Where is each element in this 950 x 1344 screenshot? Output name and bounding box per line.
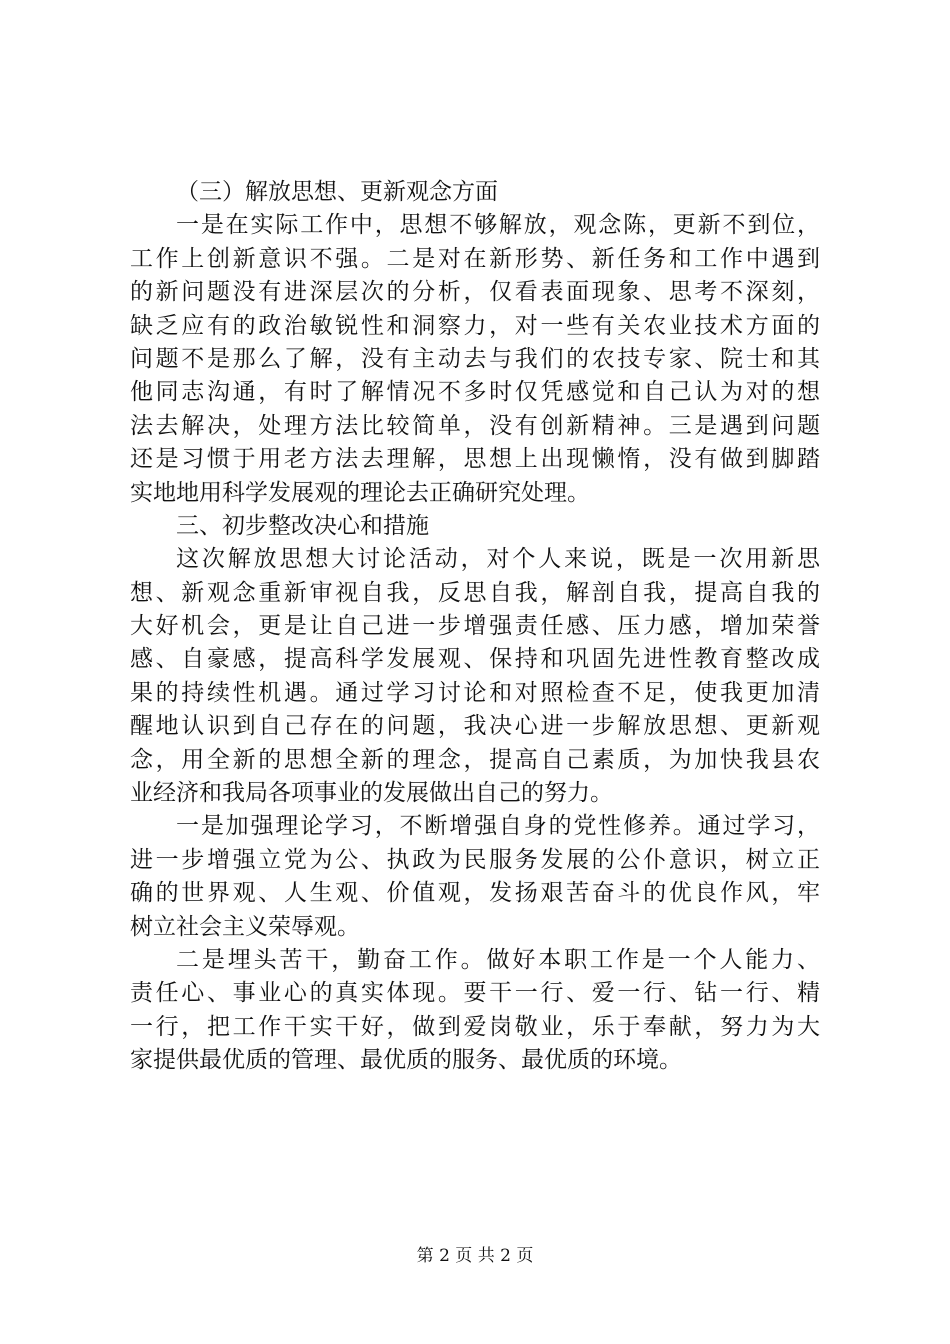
text-line: 他同志沟通，有时了解情况不多时仅凭感觉和自己认为对的想: [130, 379, 820, 406]
text-line: 三、初步整改决心和措施: [176, 512, 429, 539]
text-line: 二是埋头苦干，勤奋工作。做好本职工作是一个人能力、: [176, 946, 820, 973]
text-line: （三）解放思想、更新观念方面: [176, 179, 498, 205]
text-line: 责任心、事业心的真实体现。要干一行、爱一行、钻一行、精: [130, 980, 820, 1007]
text-line: 问题不是那么了解，没有主动去与我们的农技专家、院士和其: [130, 345, 820, 372]
text-line: 想、新观念重新审视自我，反思自我，解剖自我，提高自我的: [130, 579, 820, 606]
text-line: 缺乏应有的政治敏锐性和洞察力，对一些有关农业技术方面的: [130, 312, 820, 339]
text-line: 还是习惯于用老方法去理解，思想上出现懒惰，没有做到脚踏: [130, 446, 820, 473]
text-line: 实地地用科学发展观的理论去正确研究处理。: [130, 479, 590, 506]
text-line: 的新问题没有进深层次的分析，仅看表面现象、思考不深刻，: [130, 279, 820, 306]
text-line: 醒地认识到自己存在的问题，我决心进一步解放思想、更新观: [130, 713, 820, 740]
text-line: 工作上创新意识不强。二是对在新形势、新任务和工作中遇到: [130, 245, 820, 272]
text-line: 树立社会主义荣辱观。: [130, 913, 360, 940]
document-body: [130, 176, 820, 1078]
text-line: 进一步增强立党为公、执政为民服务发展的公仆意识，树立正: [130, 846, 820, 873]
text-line: 念，用全新的思想全新的理念，提高自己素质，为加快我县农: [130, 746, 820, 773]
text-line: 果的持续性机遇。通过学习讨论和对照检查不足，使我更加清: [130, 679, 820, 706]
text-line: 一行，把工作干实干好，做到爱岗敬业，乐于奉献，努力为大: [130, 1013, 820, 1040]
text-line: 这次解放思想大讨论活动，对个人来说，既是一次用新思: [176, 546, 820, 573]
text-line: 一是加强理论学习，不断增强自身的党性修养。通过学习，: [176, 813, 820, 840]
text-line: 大好机会，更是让自己进一步增强责任感、压力感，增加荣誉: [130, 613, 820, 640]
page-footer: 第 2 页 共 2 页: [416, 1246, 534, 1266]
text-line: 确的世界观、人生观、价值观，发扬艰苦奋斗的优良作风，牢: [130, 880, 820, 907]
text-line: 法去解决，处理方法比较简单，没有创新精神。三是遇到问题: [130, 412, 820, 439]
text-line: 家提供最优质的管理、最优质的服务、最优质的环境。: [130, 1047, 682, 1074]
text-line: 感、自豪感，提高科学发展观、保持和巩固先进性教育整改成: [130, 646, 820, 673]
text-line: 一是在实际工作中，思想不够解放，观念陈，更新不到位，: [176, 212, 820, 239]
text-line: 业经济和我局各项事业的发展做出自己的努力。: [130, 780, 613, 807]
